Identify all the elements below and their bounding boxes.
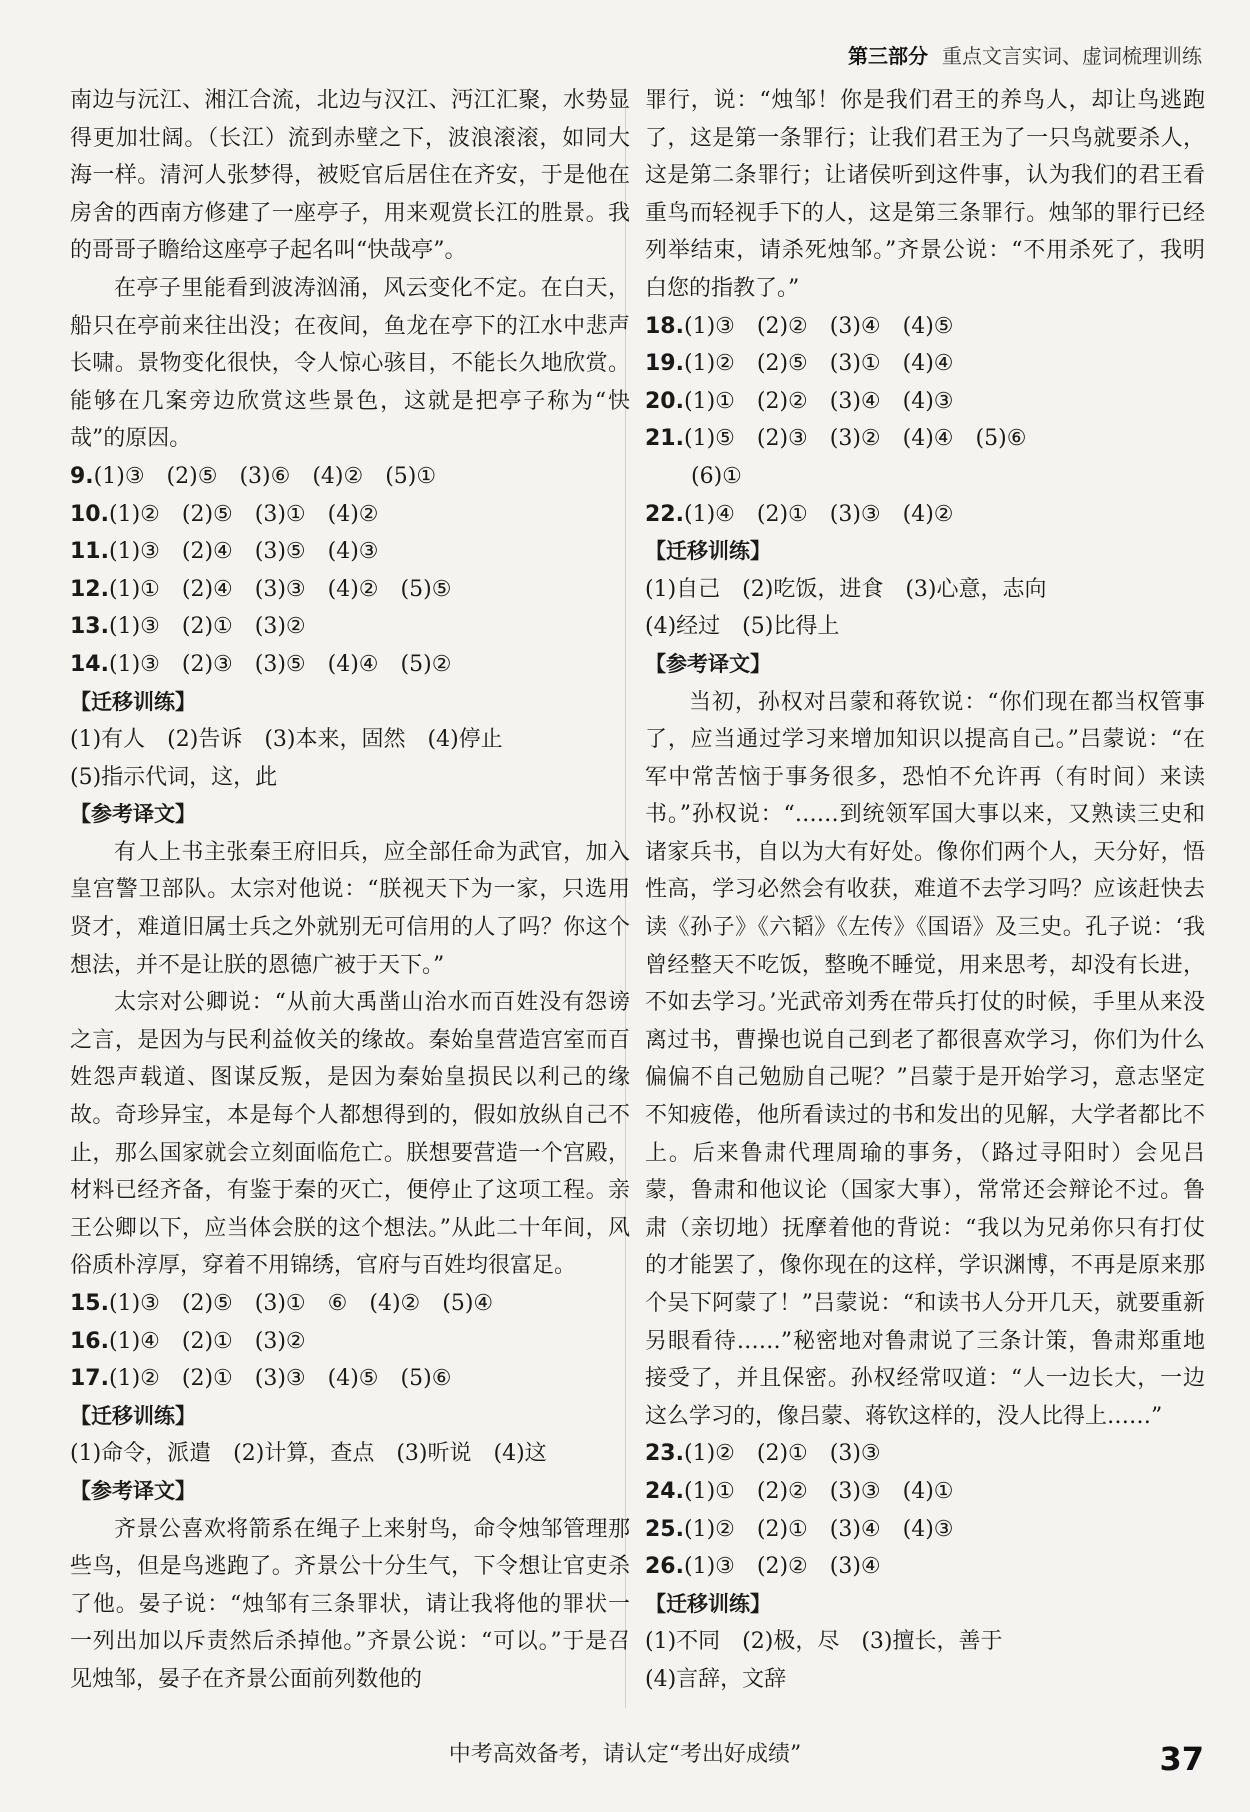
answer-list <box>70 1285 630 1398</box>
section-heading-translation: 【参考译文】 <box>70 802 196 827</box>
left-column <box>70 82 630 1699</box>
answer-choices: (1)③ (2)⑤ (3)① ⑥ (4)② (5)④ <box>108 1291 494 1316</box>
training-line: (1)自己 (2)吃饭，进食 (3)心意，志向 <box>645 576 1047 602</box>
answer-choices: (1)② (2)① (3)③ (4)⑤ (5)⑥ <box>108 1366 452 1392</box>
answer-choices: (1)④ (2)① (3)③ (4)② <box>683 501 954 527</box>
answer-list <box>645 1435 1205 1585</box>
answer-row <box>70 1360 630 1398</box>
answer-row <box>70 458 630 496</box>
section-heading-training: 【迁移训练】 <box>645 539 771 564</box>
question-number: 19. <box>645 351 684 377</box>
answer-row <box>645 1548 1205 1586</box>
question-number: 20. <box>645 388 684 414</box>
answer-choices: (1)② (2)⑤ (3)① (4)④ <box>683 351 954 377</box>
question-number: 15. <box>70 1291 109 1316</box>
question-number: 13. <box>70 614 109 640</box>
answer-row <box>645 420 1205 458</box>
answer-choices: (1)③ (2)② (3)④ (4)⑤ <box>683 313 954 339</box>
question-number: 25. <box>645 1516 684 1542</box>
answer-choices: (1)② (2)① (3)④ (4)③ <box>683 1516 954 1542</box>
answer-continuation: (6)① <box>691 463 742 489</box>
answer-list <box>645 496 1205 534</box>
answer-row <box>645 383 1205 421</box>
section-heading-training: 【迁移训练】 <box>70 1403 196 1428</box>
question-number: 26. <box>645 1554 684 1580</box>
answer-choices: (1)③ (2)① (3)② <box>108 614 306 640</box>
question-number: 21. <box>645 426 684 452</box>
answer-row <box>645 345 1205 383</box>
question-number: 17. <box>70 1366 109 1392</box>
section-heading-translation: 【参考译文】 <box>645 651 771 676</box>
answer-row <box>70 1285 630 1323</box>
answer-choices: (1)④ (2)① (3)② <box>108 1328 306 1354</box>
training-line: (1)不同 (2)极，尽 (3)擅长，善于 <box>645 1629 1003 1655</box>
paragraph: 在亭子里能看到波涛汹涌，风云变化不定。在白天，船只在亭前来往出没；在夜间，鱼龙在亭下的江水中悲声长啸。景物变化很快，令人惊心骇目，不能长久地欣赏。能够在几案旁边欣赏这些景色，这就是把亭子称为“快哉”的原因。 <box>70 275 630 452</box>
question-number: 14. <box>70 651 109 677</box>
answer-list <box>645 308 1205 458</box>
right-column <box>645 82 1205 1699</box>
answer-choices: (1)① (2)④ (3)③ (4)② (5)⑤ <box>108 576 452 602</box>
training-line: (1)有人 (2)告诉 (3)本来，固然 (4)停止 <box>70 727 503 753</box>
answer-list <box>70 458 630 684</box>
paragraph: 太宗对公卿说：“从前大禹凿山治水而百姓没有怨谤之言，是因为与民利益攸关的缘故。秦始皇营造宫室而百姓怨声载道、图谋反叛，是因为秦始皇损民以利己的缘故。奇珍异宝，本是每个人都想得到的，假如放纵自己不止，那么国家就会立刻面临危亡。朕想要营造一个宫殿，材料已经齐备，有鉴于秦的灭亡，便停止了这项工程。亲王公卿以下，应当体会朕的这个想法。”从此二十年间，风俗质朴淳厚，穿着不用锦绣，官府与百姓均很富足。 <box>70 990 630 1279</box>
answer-choices: (1)③ (2)② (3)④ <box>683 1554 881 1580</box>
section-title: 重点文言实词、虚词梳理训练 <box>942 44 1202 68</box>
paragraph: 罪行，说：“烛邹！你是我们君王的养鸟人，却让鸟逃跑了，这是第一条罪行；让我们君王为了一只鸟就要杀人，这是第二条罪行；让诸侯听到这件事，认为我们的君王看重鸟而轻视手下的人，这是第三条罪行。烛邹的罪行已经列举结束，请杀死烛邹。”齐景公说：“不用杀死了，我明白您的指教了。” <box>645 88 1205 301</box>
question-number: 9. <box>70 463 94 489</box>
answer-row <box>645 308 1205 346</box>
footer-slogan: 中考高效备考，请认定“考出好成绩” <box>448 1742 802 1767</box>
paragraph: 南边与沅江、湘江合流，北边与汉江、沔江汇聚，水势显得更加壮阔。（长江）流到赤壁之下，波浪滚滚，如同大海一样。清河人张梦得，被贬官后居住在齐安，于是他在房舍的西南方修建了一座亭子，用来观赏长江的胜景。我的哥哥子瞻给这座亭子起名叫“快哉亭”。 <box>70 88 630 264</box>
section-heading-training: 【迁移训练】 <box>70 689 196 714</box>
answer-row <box>645 496 1205 534</box>
paragraph: 有人上书主张秦王府旧兵，应全部任命为武官，加入皇宫警卫部队。太宗对他说：“朕视天下为一家，只选用贤才，难道旧属士兵之外就别无可信用的人了吗？你这个想法，并不是让朕的恩德广被于天下。” <box>70 839 630 978</box>
question-number: 23. <box>645 1441 684 1467</box>
answer-choices: (1)① (2)② (3)④ (4)③ <box>683 388 954 414</box>
question-number: 11. <box>70 539 109 565</box>
answer-choices: (1)① (2)② (3)③ (4)① <box>683 1478 954 1504</box>
answer-row <box>70 608 630 646</box>
answer-row <box>70 1323 630 1361</box>
answer-choices: (1)② (2)⑤ (3)① (4)② <box>108 501 379 527</box>
answer-row <box>645 1435 1205 1473</box>
answer-row <box>645 1511 1205 1549</box>
training-line: (4)言辞，文辞 <box>645 1666 787 1692</box>
question-number: 12. <box>70 576 109 602</box>
answer-row <box>70 496 630 534</box>
training-line: (5)指示代词，这，此 <box>70 764 278 790</box>
page-header <box>848 40 1202 69</box>
training-line: (4)经过 (5)比得上 <box>645 614 840 640</box>
question-number: 22. <box>645 501 684 527</box>
answer-row <box>70 646 630 684</box>
answer-choices: (1)⑤ (2)③ (3)② (4)④ (5)⑥ <box>683 426 1027 452</box>
page-number: 37 <box>1159 1740 1204 1778</box>
section-heading-training: 【迁移训练】 <box>645 1591 771 1616</box>
answer-choices: (1)③ (2)④ (3)⑤ (4)③ <box>108 539 379 565</box>
paragraph: 齐景公喜欢将箭系在绳子上来射鸟，命令烛邹管理那些鸟，但是鸟逃跑了。齐景公十分生气，下令想让官吏杀了他。晏子说：“烛邹有三条罪状，请让我将他的罪状一一列出加以斥责然后杀掉他。”齐景公说：“可以。”于是召见烛邹，晏子在齐景公面前列数他的 <box>70 1516 630 1692</box>
question-number: 18. <box>645 313 684 339</box>
paragraph: 当初，孙权对吕蒙和蒋钦说：“你们现在都当权管事了，应当通过学习来增加知识以提高自己。”吕蒙说：“在军中常苦恼于事务很多，恐怕不允许再（有时间）来读书。”孙权说：“……到统领军国大事以来，又熟读三史和诸家兵书，自以为大有好处。像你们两个人，天分好，悟性高，学习必然会有收获，难道不去学习吗？应该赶快去读《孙子》《六韬》《左传》《国语》及三史。孔子说：‘我曾经整天不吃饭，整晚不睡觉，用来思考，却没有长进，不如去学习。’光武帝刘秀在带兵打仗的时候，手里从来没离过书，曹操也说自己到老了都很喜欢学习，你们为什么偏偏不自己勉励自己呢？”吕蒙于是开始学习，意志坚定不知疲倦，他所看读过的书和发出的见解，大学者都比不上。后来鲁肃代理周瑜的事务，（路过寻阳时）会见吕蒙，鲁肃和他议论（国家大事），常常还会辩论不过。鲁肃（亲切地）抚摩着他的背说：“我以为兄弟你只有打仗的才能罢了，像你现在的这样，学识渊博，不再是原来那个吴下阿蒙了！”吕蒙说：“和读书人分开几天，就要重新另眼看待……”秘密地对鲁肃说了三条计策，鲁肃郑重地接受了，并且保密。孙权经常叹道：“人一边长大，一边这么学习的，像吕蒙、蒋钦这样的，没人比得上……” <box>645 689 1205 1429</box>
answer-choices: (1)③ (2)③ (3)⑤ (4)④ (5)② <box>108 651 452 677</box>
part-label: 第三部分 <box>848 44 928 68</box>
answer-row <box>645 1473 1205 1511</box>
answer-row <box>70 533 630 571</box>
answer-choices: (1)③ (2)⑤ (3)⑥ (4)② (5)① <box>93 463 437 489</box>
question-number: 16. <box>70 1328 109 1354</box>
section-heading-translation: 【参考译文】 <box>70 1478 196 1503</box>
answer-choices: (1)② (2)① (3)③ <box>683 1441 881 1467</box>
answer-row <box>70 571 630 609</box>
training-line: (1)命令，派遣 (2)计算，查点 (3)听说 (4)这 <box>70 1441 547 1467</box>
question-number: 24. <box>645 1478 684 1504</box>
question-number: 10. <box>70 501 109 527</box>
